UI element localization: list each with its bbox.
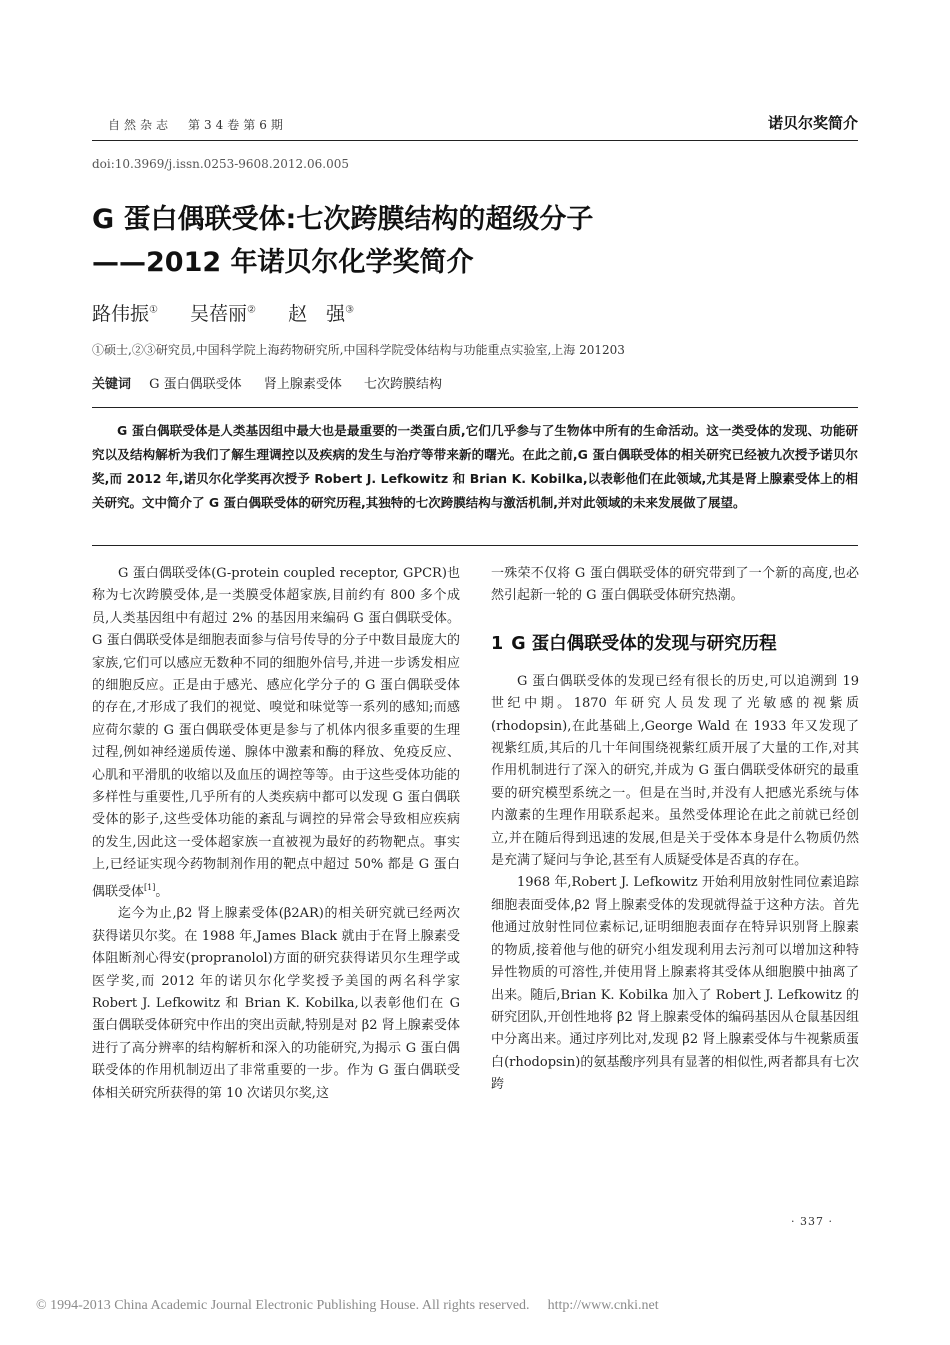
paragraph-text: G 蛋白偶联受体(G-protein coupled receptor, GPCR)也称为七次跨膜受体,是一类膜受体超家族,目前约有 800 多个成员,人类基因组中有超过 2% 的基因用来编码 G 蛋白偶联受体。G 蛋白偶联受体是细胞表面参与信号传导的分子中数目最庞大的家族,它们可以感应无数种不同的细胞外信号,并进一步诱发相应的细胞反应。正是由于感光、感应化学分子的 G 蛋白偶联受体的存在,才形成了我们的视觉、嗅觉和味觉等一系列的感知;而感应荷尔蒙的 G 蛋白偶联受体更是参与了机体内很多重要的生理过程,例如神经递质传递、腺体中激素和酶的释放、免疫反应、心肌和平滑肌的收缩以及血压的调控等等。由于这些受体功能的多样性与重要性,几乎所有的人类疾病中都可以发现 G 蛋白偶联受体的影子,这些受体功能的紊乱与调控的异常会导致相应疾病的发生,因此这一受体超家族一直被视为最好的药物靶点。事实上,已经证实现今药物制剂作用的靶点中超过 50% 都是 G 蛋白偶联受体: [92, 566, 460, 900]
body-paragraph: 1968 年,Robert J. Lefkowitz 开始利用放射性同位素追踪细胞表面受体,β2 肾上腺素受体的发现就得益于这种方法。首先他通过放射性同位素标记,证明细胞表面存在特异识别肾上腺素的物质,接着他与他的研究小组发现利用去污剂可以增加这种特异性物质的可溶性,并使用肾上腺素将其受体从细胞膜中抽离了出来。随后,Brian K. Kobilka 加入了 Robert J. Lefkowitz 的研究团队,开创性地将 β2 肾上腺素受体的编码基因从仓鼠基因组中分离出来。通过序列比对,发现 β2 肾上腺素受体与牛视紫质蛋白(rhodopsin)的氨基酸序列具有显著的相似性,两者都具有七次跨: [491, 875, 859, 1093]
title-line-1: G 蛋白偶联受体:七次跨膜结构的超级分子: [92, 204, 594, 235]
author-name: 吴蓓丽: [190, 303, 248, 325]
page-number: · 337 ·: [791, 1215, 833, 1228]
footer-url[interactable]: http://www.cnki.net: [547, 1298, 659, 1313]
author-list: [92, 299, 380, 326]
author: [92, 303, 158, 325]
journal-issue: 自然杂志 第34卷第6期: [108, 118, 287, 132]
body-paragraph: [92, 563, 460, 903]
paragraph-text-end: 。: [155, 884, 169, 900]
doi[interactable]: doi:10.3969/j.issn.0253-9608.2012.06.005: [92, 157, 349, 171]
header-rule: [92, 140, 858, 141]
author-name: 路伟振: [92, 303, 150, 325]
abstract: G 蛋白偶联受体是人类基因组中最大也是最重要的一类蛋白质,它们几乎参与了生物体中所有的生命活动。这一类受体的发现、功能研究以及结构解析为我们了解生理调控以及疾病的发生与治疗等带来新的曙光。在此之前,G 蛋白偶联受体的相关研究已经被九次授予诺贝尔奖,而 2012 年,诺贝尔化学奖再次授予 Robert J. Lefkowitz 和 Brian K. Kobilka,以表彰他们在此领域,尤其是肾上腺素受体上的相关研究。文中简介了 G 蛋白偶联受体的研究历程,其独特的七次跨膜结构与激活机制,并对此领域的未来发展做了展望。: [92, 423, 858, 510]
keywords-label: 关键词: [92, 377, 132, 392]
author-name: 赵 强: [288, 303, 346, 325]
running-head: [92, 112, 858, 134]
section-label: 诺贝尔奖简介: [767, 114, 858, 132]
body-paragraph: 迄今为止,β2 肾上腺素受体(β2AR)的相关研究就已经两次获得诺贝尔奖。在 1988 年,James Black 就由于在肾上腺素受体阻断剂心得安(propranolol)方面的研究获得诺贝尔生理学或医学奖,而 2012 年的诺贝尔化学奖授予美国的两名科学家 Robert J. Lefkowitz 和 Brian K. Kobilka,以表彰他们在 G 蛋白偶联受体研究中作出的突出贡献,特别是对 β2 肾上腺素受体进行了高分辨率的结构解析和深入的功能研究,为揭示 G 蛋白偶联受体的作用机制迈出了非常重要的一步。作为 G 蛋白偶联受体相关研究所获得的第 10 次诺贝尔奖,这: [92, 906, 460, 1101]
abstract-rule-bottom: [92, 545, 858, 546]
citation-ref[interactable]: [1]: [144, 882, 156, 892]
copyright-footer: [36, 1298, 659, 1314]
section-number: 1: [491, 633, 504, 654]
keyword: 七次跨膜结构: [363, 377, 442, 392]
copyright-text: © 1994-2013 China Academic Journal Electronic Publishing House. All rights reserved.: [36, 1298, 530, 1313]
keyword: 肾上腺素受体: [263, 377, 342, 392]
article-title: [92, 198, 872, 284]
affiliation: ①硕士,②③研究员,中国科学院上海药物研究所,中国科学院受体结构与功能重点实验室,上海 201203: [92, 343, 625, 357]
section-title: G 蛋白偶联受体的发现与研究历程: [511, 633, 777, 654]
keyword: G 蛋白偶联受体: [149, 377, 242, 392]
body-paragraph: G 蛋白偶联受体的发现已经有很长的历史,可以追溯到 19 世纪中期。1870 年研究人员发现了光敏感的视紫质(rhodopsin),在此基础上,George Wald 在 1933 年又发现了视紫红质,其后的几十年间围绕视紫红质开展了大量的工作,对其作用机制进行了深入的研究,并成为 G 蛋白偶联受体研究的最重要的研究模型系统之一。但是在当时,并没有人把感光系统与体内激素的生理作用联系起来。虽然受体理论在此之前就已经创立,并在随后得到迅速的发展,但是关于受体本身是什么物质仍然是充满了疑问与争论,甚至有人质疑受体是否真的存在。: [491, 673, 859, 869]
author-mark: ③: [345, 304, 355, 316]
body-column-right: [491, 563, 859, 1097]
keywords: [92, 373, 460, 392]
author: [288, 303, 354, 325]
author: [190, 303, 256, 325]
author-mark: ①: [149, 304, 158, 316]
body-column-left: [92, 563, 460, 1105]
body-paragraph-continued: 一殊荣不仅将 G 蛋白偶联受体的研究带到了一个新的高度,也必然引起新一轮的 G 蛋白偶联受体研究热潮。: [491, 566, 859, 604]
author-mark: ②: [247, 304, 257, 316]
title-line-2: ——2012 年诺贝尔化学奖简介: [92, 247, 474, 278]
abstract-rule-top: [92, 407, 858, 408]
section-heading: [491, 630, 859, 658]
